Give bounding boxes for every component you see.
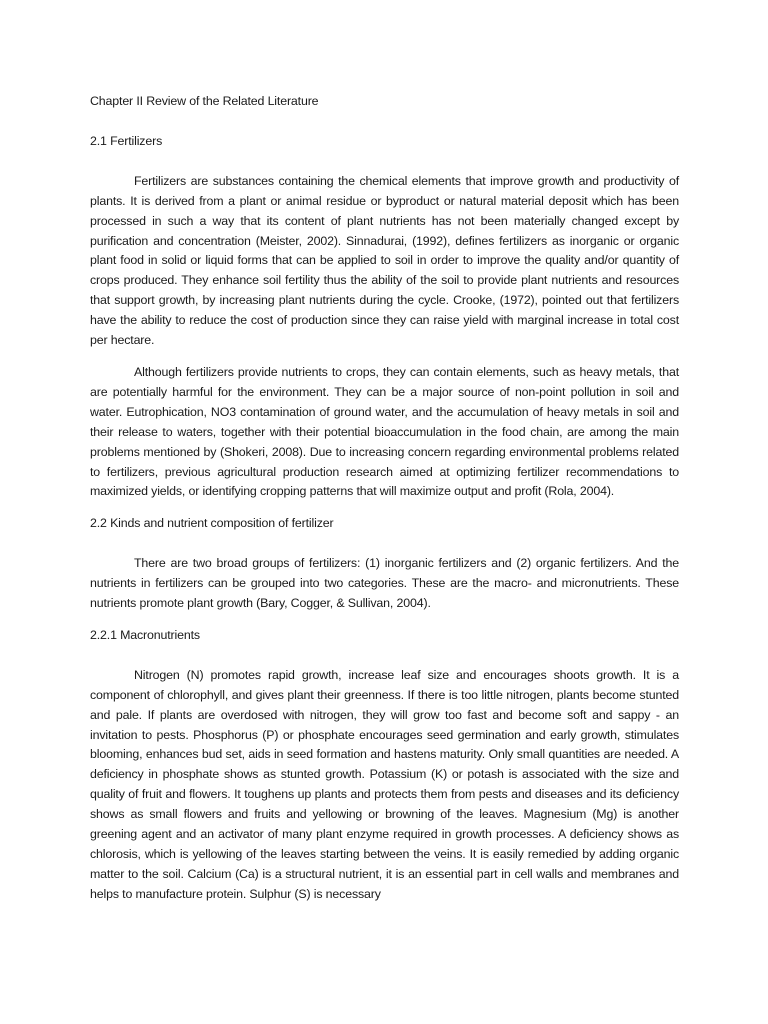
paragraph-fertilizers-environment: Although fertilizers provide nutrients to crops, they can contain elements, such as heavy metals, that are potentially harmful for the environment. They can be a major source of non-point pollution in soil and water. Eutrophication, NO3 contamination of ground water, and the accumulation of heavy metals in soil and their release to waters, together with their potential bioaccumulation in the food chain, are among the main problems mentioned by (Shokeri, 2008). Due to increasing concern regarding environmental problems related to fertilizers, previous agricultural production research aimed at optimizing fertilizer recommendations to maximized yields, or identifying cropping patterns that will maximize output and profit (Rola, 2004).: [90, 364, 679, 499]
section-heading-2-1: 2.1 Fertilizers: [90, 133, 163, 148]
document-page: [90, 92, 679, 905]
section-heading-2-2: 2.2 Kinds and nutrient composition of fertilizer: [90, 516, 334, 531]
chapter-title: Chapter II Review of the Related Literature: [90, 94, 319, 108]
paragraph-fertilizer-groups: There are two broad groups of fertilizers: (1) inorganic fertilizers and (2) organic fertilizers. And the nutrients in fertilizers can be grouped into two categories. These are the macro- and micronutrients. These nutrients promote plant growth (Bary, Cogger, & Sullivan, 2004).: [90, 556, 679, 611]
paragraph-macronutrients: Nitrogen (N) promotes rapid growth, increase leaf size and encourages shoots growth. It is a component of chlorophyll, and gives plant their greenness. If there is too little nitrogen, plants become stunted and pale. If plants are overdosed with nitrogen, they will grow too fast and become soft and sappy - an invitation to pests. Phosphorus (P) or phosphate encourages seed germination and early growth, stimulates blooming, enhances bud set, aids in seed formation and hastens maturity. Only small quantities are needed. A deficiency in phosphate shows as stunted growth. Potassium (K) or potash is associated with the size and quality of fruit and flowers. It toughens up plants and protects them from pests and diseases and its deficiency shows as small flowers and fruits and yellowing or browning of the leaves. Magnesium (Mg) is another greening agent and an activator of many plant enzyme required in growth processes. A deficiency shows as chlorosis, which is yellowing of the leaves starting between the veins. It is easily remedied by adding organic matter to the soil. Calcium (Ca) is a structural nutrient, it is an essential part in cell walls and membranes and helps to manufacture protein. Sulphur (S) is necessary: [90, 667, 679, 901]
paragraph-fertilizers-definition: Fertilizers are substances containing the chemical elements that improve growth and productivity of plants. It is derived from a plant or animal residue or byproduct or natural material deposit which has been processed in such a way that its content of plant nutrients has not been materially changed except by purification and concentration (Meister, 2002). Sinnadurai, (1992), defines fertilizers as inorganic or organic plant food in solid or liquid forms that can be applied to soil in order to improve the quality and/or quantity of crops produced. They enhance soil fertility thus the ability of the soil to provide plant nutrients and resources that support growth, by increasing plant nutrients during the cycle. Crooke, (1972), pointed out that fertilizers have the ability to reduce the cost of production since they can raise yield with marginal increase in total cost per hectare.: [90, 173, 679, 348]
section-heading-2-2-1: 2.2.1 Macronutrients: [90, 627, 200, 642]
